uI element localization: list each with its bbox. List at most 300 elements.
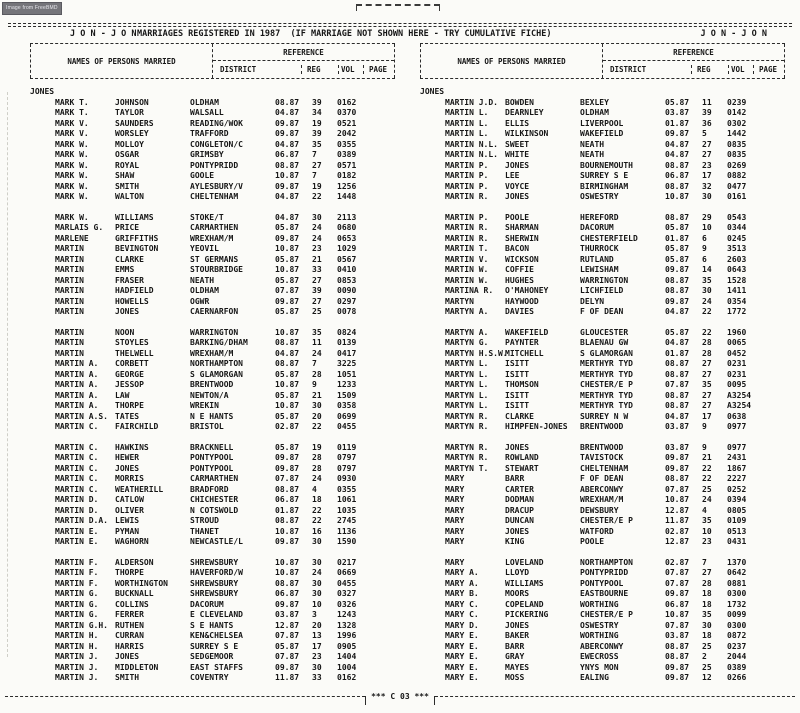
reg-cell: 08.87 (275, 160, 300, 170)
surname-cell: ALDERSON (115, 557, 154, 567)
given-cell: MARTIN C. (55, 442, 99, 452)
page-cell: 0567 (337, 254, 357, 264)
vol-cell: 25 (702, 662, 712, 672)
index-row (420, 161, 785, 172)
vol-cell: 18 (702, 589, 712, 598)
vol-cell: 30 (312, 212, 322, 222)
surname-cell: DAVIES (505, 307, 534, 316)
reg-cell: 08.87 (665, 474, 690, 483)
surname-cell: SMITH (115, 673, 140, 682)
district-cell: OLDHAM (580, 108, 609, 117)
page-cell: A3254 (727, 390, 752, 400)
index-row (420, 129, 785, 140)
vol-cell: 18 (702, 631, 712, 640)
page-cell: 0095 (727, 380, 747, 389)
surname-cell: HAYWOOD (505, 296, 539, 306)
reg-cell: 06.87 (275, 589, 300, 598)
district-cell: STOKE/T (190, 212, 224, 222)
vol-cell: 34 (312, 108, 322, 117)
vol-cell: 35 (702, 275, 712, 285)
reg-cell: 08.87 (665, 181, 690, 191)
index-row (420, 223, 785, 234)
reg-cell: 12.87 (275, 620, 300, 630)
district-cell: BRADFORD (190, 484, 229, 494)
index-row (30, 412, 395, 423)
reg-cell: 08.87 (665, 160, 690, 170)
given-cell: MARTIN J. (55, 673, 99, 682)
index-row (30, 338, 395, 349)
page-cell: 2603 (727, 254, 747, 264)
frame-tick-right (434, 696, 435, 705)
reg-cell: 03.87 (665, 442, 690, 452)
vol-cell: 29 (702, 212, 712, 222)
district-cell: CAERNARFON (190, 307, 239, 316)
index-row (420, 234, 785, 245)
vol-cell: 3 (312, 610, 317, 619)
reg-cell: 05.87 (275, 641, 300, 651)
vol-cell: 22 (702, 474, 712, 483)
vol-cell: 39 (312, 286, 322, 295)
district-cell: ABERCONWY (580, 484, 624, 494)
index-row (30, 558, 395, 569)
district-column-header: DISTRICT (610, 65, 647, 74)
page-cell: 0389 (727, 662, 747, 672)
reg-cell: 04.87 (665, 150, 690, 159)
page-cell: 2113 (337, 212, 357, 222)
district-cell: WORTHING (580, 599, 619, 609)
index-row (420, 307, 785, 318)
index-row (30, 213, 395, 224)
page-cell: 0653 (337, 233, 357, 243)
vol-cell: 7 (702, 557, 707, 567)
given-cell: MARTIN J. (55, 652, 99, 661)
district-cell: BRENTWOOD (580, 422, 624, 431)
surname-cell: JONES (505, 620, 530, 630)
surname-cell: OSGAR (115, 150, 140, 159)
index-row (30, 349, 395, 360)
given-cell: MARTIN A. (55, 401, 99, 410)
index-row (30, 673, 395, 684)
index-row (30, 589, 395, 600)
district-cell: BLAENAU GW (580, 338, 629, 347)
page-cell: 0231 (727, 369, 747, 379)
page-cell: 0109 (727, 516, 747, 525)
surname-cell: JONES (505, 192, 530, 201)
page-cell: 0853 (337, 275, 357, 285)
page-cell: 0182 (337, 171, 357, 180)
index-row (420, 286, 785, 297)
page-cell: 0358 (337, 401, 357, 410)
reg-cell: 05.87 (665, 254, 690, 264)
given-cell: MARTIN G. (55, 599, 99, 609)
surname-cell: HEWER (115, 453, 140, 462)
index-row (30, 119, 395, 130)
reg-cell: 05.87 (275, 254, 300, 264)
reg-cell: 12.87 (665, 505, 690, 515)
index-row (420, 119, 785, 130)
reg-cell: 02.87 (665, 526, 690, 536)
fiche-frame-marker: *** C 03 *** (371, 692, 429, 701)
surname-cell: COPELAND (505, 599, 544, 609)
district-cell: DACORUM (580, 223, 614, 232)
given-cell: MARTIN J.D. (445, 97, 498, 107)
surname-cell: LAW (115, 390, 130, 400)
vol-cell: 4 (702, 505, 707, 515)
page-cell: 0297 (337, 296, 357, 306)
reg-cell: 05.87 (665, 223, 690, 232)
page-cell: 1328 (337, 620, 357, 630)
page-cell: 0513 (727, 526, 747, 536)
given-cell: MARTIN L. (445, 118, 489, 128)
reg-cell: 05.87 (275, 223, 300, 232)
index-row (420, 370, 785, 381)
reg-cell: 11.87 (665, 516, 690, 525)
vol-cell: 24 (312, 474, 322, 483)
index-row (30, 370, 395, 381)
index-block (30, 328, 395, 433)
index-block (420, 328, 785, 433)
given-cell: MARK W. (55, 150, 89, 159)
district-cell: CARMARTHEN (190, 474, 239, 483)
district-cell: SURREY S E (190, 641, 239, 651)
page-cell: 0797 (337, 453, 357, 462)
vol-cell: 7 (312, 359, 317, 368)
surname-cell: STOYLES (115, 338, 149, 347)
vol-cell: 27 (702, 369, 712, 379)
reg-cell: 04.87 (275, 348, 300, 358)
reg-cell: 07.87 (665, 380, 690, 389)
given-cell: MARTIN L. (445, 129, 489, 138)
district-cell: WREXHAM/M (190, 348, 234, 358)
reference-column-header (212, 44, 395, 78)
district-cell: BIRMINGHAM (580, 181, 629, 191)
vol-cell: 11 (702, 97, 712, 107)
index-row (420, 192, 785, 203)
surname-cell: THOMSON (505, 380, 539, 389)
vol-cell: 24 (312, 568, 322, 577)
page-cell: 1411 (727, 286, 747, 295)
vol-cell: 12 (702, 673, 712, 682)
given-cell: MARTYN R. (445, 453, 489, 462)
index-row (420, 495, 785, 506)
reg-cell: 07.87 (665, 578, 690, 588)
vol-cell: 23 (702, 160, 712, 170)
index-block (420, 443, 785, 548)
page-cell: 0142 (727, 108, 747, 117)
given-cell: MARTIN W. (445, 275, 489, 285)
page-cell: 0835 (727, 150, 747, 159)
vol-cell: 27 (702, 401, 712, 410)
reg-cell: 08.87 (665, 401, 690, 410)
surname-cell: HADFIELD (115, 286, 154, 295)
vol-cell: 7 (312, 150, 317, 159)
surname-cell: RUTHEN (115, 620, 144, 630)
index-row (420, 558, 785, 569)
district-cell: ABERCONWY (580, 641, 624, 651)
surname-cell: JOHNSON (115, 97, 149, 107)
index-row (420, 474, 785, 485)
reg-cell: 06.87 (665, 171, 690, 180)
district-cell: F OF DEAN (580, 474, 624, 483)
reference-subheaders (603, 61, 784, 78)
reg-cell: 07.87 (665, 484, 690, 494)
vol-cell: 36 (702, 118, 712, 128)
reg-cell: 08.87 (665, 275, 690, 285)
page-cell: 0344 (727, 223, 747, 232)
reg-cell: 09.87 (665, 453, 690, 462)
page-cell: 0521 (337, 118, 357, 128)
table-body-right (420, 87, 785, 684)
district-cell: EALING (580, 673, 609, 682)
reg-cell: 08.87 (665, 390, 690, 400)
district-cell: PONTYPOOL (190, 463, 234, 473)
surname-cell: SAUNDERS (115, 118, 154, 128)
surname-cell: GEORGE (115, 369, 144, 379)
reg-column-header: REG (301, 65, 338, 74)
page-cell: 2042 (337, 129, 357, 138)
given-cell: MARTIN R. (445, 192, 489, 201)
vol-cell: 25 (312, 307, 322, 316)
district-cell: SHREWSBURY (190, 557, 239, 567)
given-cell: MARTIN A. (55, 390, 99, 400)
index-row (30, 182, 395, 193)
page-cell: 1243 (337, 610, 357, 619)
page-cell: 2745 (337, 516, 357, 525)
reg-cell: 08.87 (275, 338, 300, 347)
given-cell: MARTIN G.H. (55, 620, 108, 630)
index-row (420, 589, 785, 600)
page-cell: 0078 (337, 307, 357, 316)
district-cell: PONTYPOOL (190, 453, 234, 462)
page-cell: 0431 (727, 537, 747, 546)
district-cell: OGWR (190, 296, 210, 306)
vol-cell: 27 (312, 296, 322, 306)
index-row (30, 642, 395, 653)
district-cell: PONTYPRIDD (190, 160, 239, 170)
reg-cell: 08.87 (275, 97, 300, 107)
index-row (420, 328, 785, 339)
district-cell: WALSALL (190, 108, 224, 117)
district-cell: DELYN (580, 296, 605, 306)
vol-cell: 9 (312, 380, 317, 389)
page-cell: 0231 (727, 359, 747, 368)
surname-cell: JONES (505, 442, 530, 452)
reg-cell: 09.87 (275, 233, 300, 243)
vol-cell: 35 (312, 139, 322, 149)
surname-cell: KING (505, 537, 525, 546)
page-cell: 0455 (337, 422, 357, 431)
district-cell: CHICHESTER (190, 495, 239, 504)
reg-cell: 10.87 (665, 192, 690, 201)
vol-cell: 27 (702, 139, 712, 149)
reg-cell: 04.87 (665, 307, 690, 316)
given-cell: MARLENE (55, 233, 89, 243)
page-cell: 1867 (727, 463, 747, 473)
vol-cell: 10 (702, 526, 712, 536)
index-row (30, 663, 395, 674)
reg-cell: 07.87 (665, 568, 690, 577)
reg-cell: 06.87 (665, 599, 690, 609)
given-cell: MARTIN A. (55, 369, 99, 379)
index-row (420, 537, 785, 548)
vol-cell: 10 (312, 599, 322, 609)
surname-cell: BARR (505, 474, 525, 483)
given-cell: MARTIN (55, 254, 84, 264)
page-cell: 0977 (727, 442, 747, 452)
vol-cell: 19 (312, 442, 322, 452)
index-row (30, 297, 395, 308)
given-cell: MARTIN E. (55, 537, 99, 546)
reg-cell: 04.87 (665, 139, 690, 149)
index-row (30, 506, 395, 517)
surname-cell: ELLIS (505, 118, 530, 128)
page-cell: 0162 (337, 673, 357, 682)
bottom-frame-rule (5, 693, 795, 707)
district-cell: WREXHAM/M (190, 233, 234, 243)
index-block (30, 98, 395, 203)
page-cell: 1370 (727, 557, 747, 567)
index-row (30, 359, 395, 370)
index-row (420, 297, 785, 308)
district-cell: EAST STAFFS (190, 662, 243, 672)
surname-cell: FAIRCHILD (115, 422, 159, 431)
surname-cell: ROWLAND (505, 453, 539, 462)
marriage-index-tables (30, 43, 785, 694)
page-header (0, 29, 800, 40)
given-cell: MARK W. (55, 139, 89, 149)
vol-cell: 21 (312, 254, 322, 264)
district-cell: WORTHING (580, 631, 619, 640)
given-cell: MARY D. (445, 620, 479, 630)
given-cell: MARY B. (445, 589, 479, 598)
reg-cell: 09.87 (275, 537, 300, 546)
page-cell: 2044 (727, 652, 747, 661)
reference-subheaders (213, 61, 394, 78)
reg-cell: 12.87 (665, 537, 690, 546)
district-cell: NORTHAMPTON (580, 557, 633, 567)
reg-cell: 09.87 (665, 589, 690, 598)
reg-cell: 01.87 (665, 348, 690, 358)
district-cell: DACORUM (190, 599, 224, 609)
district-cell: HEREFORD (580, 212, 619, 222)
vol-cell: 28 (702, 578, 712, 588)
reg-cell: 10.87 (275, 171, 300, 180)
page-cell: 1442 (727, 129, 747, 138)
page-column-header: PAGE (753, 65, 784, 74)
reg-cell: 09.87 (275, 463, 300, 473)
surname-cell: ISITT (505, 390, 530, 400)
page-cell: 1732 (727, 599, 747, 609)
district-cell: BEXLEY (580, 97, 609, 107)
given-cell: MARTIN D.A. (55, 516, 108, 525)
surname-cell: THELWELL (115, 348, 154, 358)
reg-cell: 05.87 (275, 275, 300, 285)
given-cell: MARTIN V. (445, 254, 489, 264)
surname-cell: CATLOW (115, 495, 144, 504)
surname-cell: POOLE (505, 212, 530, 222)
page-column-header: PAGE (363, 65, 394, 74)
given-cell: MARY (445, 557, 465, 567)
index-row (30, 307, 395, 318)
district-cell: THURROCK (580, 244, 619, 253)
page-cell: 0119 (337, 442, 357, 452)
vol-cell: 18 (702, 599, 712, 609)
district-cell: CHESTERFIELD (580, 233, 638, 243)
given-cell: MARTIN (55, 327, 84, 337)
page-cell: 0139 (337, 338, 357, 347)
given-cell: MARTIN C. (55, 484, 99, 494)
table-header (420, 43, 785, 79)
fiche-alignment-mark-icon (356, 4, 440, 11)
district-cell: CHELTENHAM (190, 192, 239, 201)
index-row (420, 516, 785, 527)
vol-cell: 22 (312, 516, 322, 525)
reference-header-label: REFERENCE (603, 44, 784, 61)
surname-cell: JONES (115, 463, 140, 473)
surname-cell: COLLINS (115, 599, 149, 609)
vol-cell: 35 (312, 327, 322, 337)
given-cell: MARTYN H.S.W. (445, 348, 508, 358)
names-column-header: NAMES OF PERSONS MARRIED (420, 44, 602, 78)
vol-cell: 27 (312, 275, 322, 285)
index-block (30, 443, 395, 548)
reg-cell: 06.87 (275, 150, 300, 159)
district-cell: CARMARTHEN (190, 223, 239, 232)
page-cell: 0302 (727, 118, 747, 128)
given-cell: MARK T. (55, 108, 89, 117)
page-cell: 1004 (337, 662, 357, 672)
district-cell: NEATH (580, 150, 605, 159)
surname-cell: WICKSON (505, 254, 539, 264)
given-cell: MARTIN P. (445, 181, 489, 191)
district-cell: OLDHAM (190, 286, 219, 295)
given-cell: MARK W. (55, 192, 89, 201)
given-cell: MARY A. (445, 578, 479, 588)
district-column-header: DISTRICT (220, 65, 257, 74)
surname-cell: WHITE (505, 150, 530, 159)
page-cell: 1509 (337, 390, 357, 400)
index-row (420, 182, 785, 193)
index-row (420, 631, 785, 642)
given-cell: MARTIN L. (445, 108, 489, 117)
vol-cell: 5 (702, 129, 707, 138)
reg-cell: 01.87 (665, 118, 690, 128)
vol-cell: 30 (702, 286, 712, 295)
surname-cell: WALTON (115, 192, 144, 201)
surname-cell: MOORS (505, 589, 530, 598)
surname-cell: O'MAHONEY (505, 286, 549, 295)
given-cell: MARTIN G. (55, 610, 99, 619)
index-row (420, 380, 785, 391)
page-cell: 2431 (727, 453, 747, 462)
given-cell: MARTINA R. (445, 286, 494, 295)
surname-group-label: JONES (420, 87, 445, 96)
index-row (420, 453, 785, 464)
index-row (420, 338, 785, 349)
district-cell: SHREWSBURY (190, 589, 239, 598)
reg-cell: 08.87 (665, 286, 690, 295)
reg-cell: 10.87 (275, 568, 300, 577)
surname-cell: SHAW (115, 171, 135, 180)
surname-cell: JONES (505, 526, 530, 536)
district-cell: TAVISTOCK (580, 453, 624, 462)
given-cell: MARTYN R. (445, 442, 489, 452)
reg-cell: 03.87 (665, 631, 690, 640)
district-cell: STROUD (190, 516, 219, 525)
district-cell: NEWTON/A (190, 390, 229, 400)
page-cell: 0643 (727, 265, 747, 274)
given-cell: MARTIN R. (445, 223, 489, 232)
